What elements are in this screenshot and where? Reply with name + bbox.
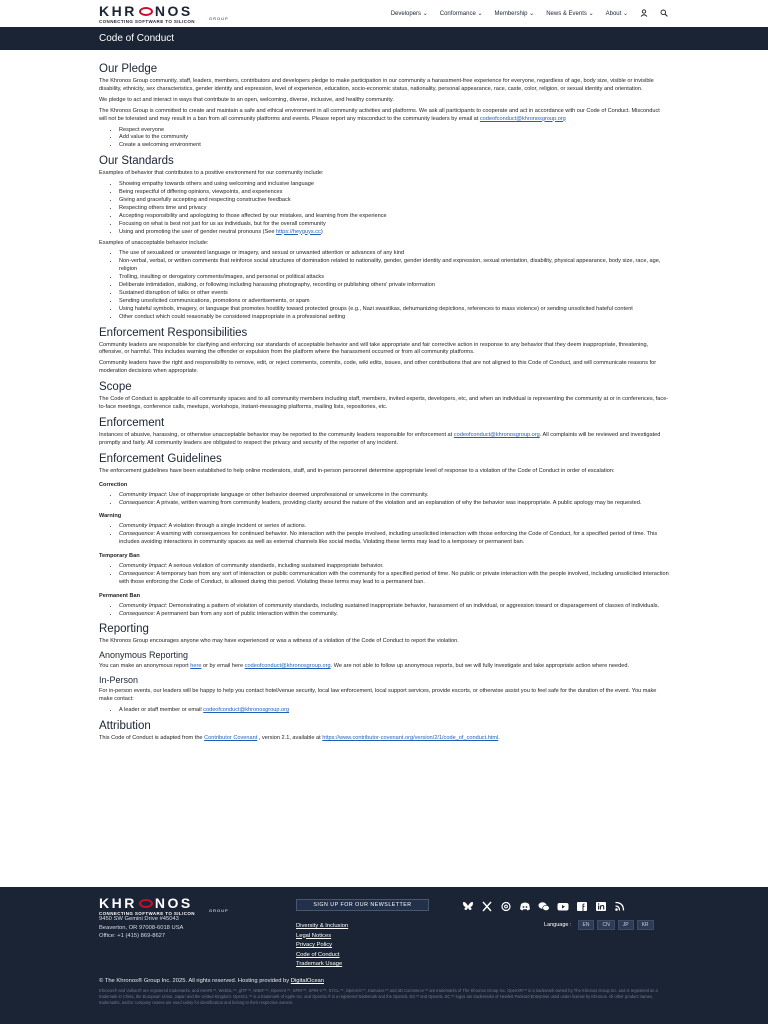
list-item: • Respecting others time and privacy [119,205,669,213]
address-line: 9450 SW Gemini Drive #45043 [99,916,179,922]
heading-attribution: Attribution [99,719,151,732]
footer-khronos-logo[interactable]: KHR NOS GROUP CONNECTING SOFTWARE TO SILICON [99,895,229,916]
contributor-covenant-link[interactable]: Contributor Covenant [204,734,258,741]
list-item: • Sending unsolicited communications, promotions or advertisements, or spam [119,298,669,306]
negative-intro: Examples of unacceptable behavior include: [99,239,209,246]
language-selector [544,920,654,930]
discord-icon[interactable] [519,899,531,910]
guidelines-intro: The enforcement guidelines have been established to help online moderators, staff, and in-person personnel determine appropriate level of response to a violation of the Code of Conduct in order of escalation: [99,467,615,474]
list-item: • A leader or staff member or email codeofconduct@khronosgroup.org [119,707,669,715]
search-icon[interactable] [660,9,668,17]
footer-links [296,922,348,970]
temporary-ban-list [119,563,669,587]
main-content [99,58,669,746]
list-item: • Add value to the community [119,134,669,142]
page-title-bar [0,27,768,50]
list-item: • Giving and gracefully accepting and respecting constructive feedback [119,197,669,205]
nav-conformance[interactable]: Conformance ⌄ [439,10,483,17]
permanent-ban-list [119,603,669,619]
footer-link-trademark[interactable]: Trademark Usage [296,961,343,967]
trademark-notice: Khronos® and Vulkan® are registered trademarks, and ANARI™, WebGL™, glTF™, NNEF™, OpenVX™, SPIR™, SPIR-V™, SYCL™, OpenVG™, Kamaros™ and 3D Commerce™ are trademarks of The Khronos Group Inc. OpenXR™ is a trademark owned by The Khronos Group Inc. and is registered as a trademark in China, the European Union, Japan and the United Kingdom. OpenCL™ is a trademark of Apple Inc. and OpenGL® is a registered trademark and the OpenGL ES™ and OpenGL SC™ logos are trademarks of Hewlett Packard Enterprise used under license by Khronos. All other product names, trademarks, and/or company names are used solely for identification and belong to their respective owners. [99,988,658,1005]
in-person-list [119,707,669,715]
list-item: • Showing empathy towards others and using welcoming and inclusive language [119,181,669,189]
list-item: • Deliberate intimidation, stalking, or following including harassing photography, recording or publishing others' private information [119,282,669,290]
user-icon[interactable] [640,9,648,17]
list-item: • Using and promoting the user of gender neutral pronouns (See https://heyguys.cc) [119,229,669,237]
positive-behavior-list [119,181,669,236]
in-person-email-link[interactable]: codeofconduct@khronosgroup.org [203,707,290,714]
heading-anonymous-reporting: Anonymous Reporting [99,650,189,661]
language-jp-button[interactable]: JP [618,920,634,930]
wechat-icon[interactable] [538,899,550,910]
khronos-logo[interactable]: KHR NOS GROUP CONNECTING SOFTWARE TO SILICON [99,3,229,24]
main-menu [391,9,668,17]
footer-link-diversity[interactable]: Diversity & Inclusion [296,923,349,929]
office-phone: Office: +1 (415) 869-8627 [99,933,166,939]
footer-link-code-of-conduct[interactable]: Code of Conduct [296,951,340,958]
x-twitter-icon[interactable] [481,899,493,910]
list-item: • Respect everyone [119,127,669,135]
threads-icon[interactable] [500,899,512,910]
language-en-button[interactable]: EN [578,920,595,930]
facebook-icon[interactable] [576,899,588,910]
list-item: • Trolling, insulting or derogatory comments/images, and personal or political attacks [119,274,669,282]
linkedin-icon[interactable] [595,899,607,910]
site-footer [0,887,768,1024]
scope-paragraph: The Code of Conduct is applicable to all community spaces and to all community members including staff, members, invited experts, developers, etc, and when an individual is representing the community at or in conferences, face-to-face meetings, conference calls, meetups, workshops, instant-messaging platforms, mailing lists, repositories, etc. [99,396,669,411]
language-label: Language : [544,922,572,928]
pledge-list [119,127,669,151]
anonymous-report-link[interactable]: here [190,663,202,670]
list-item: • The use of sexualized or unwanted language or imagery, and sexual or unwanted attention or advances of any kind [119,250,669,258]
list-item: • Focusing on what is best not just for us as individuals, but for the overall community [119,221,669,229]
pledge-paragraph-3: The Khronos Group is committed to create and maintain a safe and ethical environment in all community activities and platforms. We ask all participants to cooperate and act in accordance with our Code of Conduct. Misconduct will not be tolerated and may result in a ban from all community platforms and events. Please report any misconduct to the community leaders by email at codeofconduct@khronosgroup.org [99,107,660,122]
reporting-paragraph: The Khronos Group encourages anyone who may have experienced or was a witness of a violation of the Code of Conduct to report the violation. [99,638,459,645]
page-title: Code of Conduct [99,33,175,44]
list-item: • Consequence: A temporary ban from any sort of interaction or public communication with the community for a specified period of time. No public or private interaction with the people involved, including unsolicited interaction with those enforcing the Code of Conduct, is allowed during this period. Violating these terms may lead to a permanent ban. [119,571,669,587]
logo-ring-icon [139,899,153,908]
level-permanent-ban: Permanent Ban [99,592,141,599]
heading-scope: Scope [99,381,132,394]
correction-list [119,492,669,508]
list-item: • Create a welcoming environment [119,142,669,150]
social-icons [462,899,626,910]
list-item: • Community Impact: Use of inappropriate language or other behavior deemed unprofessional or unwelcome in the community. [119,492,669,500]
list-item: • Other conduct which could reasonably be considered inappropriate in a professional setting [119,314,669,322]
list-item: • Community Impact: A violation through a single incident or series of actions. [119,523,669,531]
copyright: © The Khronos® Group Inc. 2025. All rights reserved. Hosting provided by DigitalOcean [99,978,324,984]
logo-ring-icon [139,7,153,16]
heading-in-person: In-Person [99,675,139,686]
footer-link-privacy[interactable]: Privacy Policy [296,942,333,948]
logo-tagline: CONNECTING SOFTWARE TO SILICON [99,19,195,24]
enforcement-email-link[interactable]: codeofconduct@khronosgroup.org [453,432,540,438]
list-item: • Consequence: A warning with consequences for continued behavior. No interaction with the people involved, including unsolicited interaction with those enforcing the Code of Conduct, for a specified period of time. This includes avoiding interactions in community spaces as well as external channels like social media. Violating these terms may lead to a temporary or permanent ban. [119,531,669,547]
language-cn-button[interactable]: CN [597,920,614,930]
responsibilities-paragraph-2: Community leaders have the right and responsibility to remove, edit, or reject comments, commits, code, wiki edits, issues, and other contributions that are not aligned to this Code of Conduct, and will communicate reasons for moderation decisions when appropriate. [99,360,657,375]
digitalocean-link[interactable]: DigitalOcean [290,978,324,984]
pledge-email-link[interactable]: codeofconduct@khronosgroup.org [479,115,566,122]
newsletter-signup-button[interactable]: SIGN UP FOR OUR NEWSLETTER [296,899,429,911]
footer-link-legal[interactable]: Legal Notices [296,932,332,939]
list-item: • Accepting responsibility and apologizing to those affected by our mistakes, and learning from the experience [119,213,669,221]
nav-membership[interactable]: Membership ⌄ [494,10,535,17]
youtube-icon[interactable] [557,899,569,910]
rss-icon[interactable] [614,899,626,910]
level-temporary-ban: Temporary Ban [99,553,140,560]
top-navigation-bar [0,0,768,27]
attribution-paragraph: This Code of Conduct is adapted from the Contributor Covenant , version 2.1, available at https://www.contributor-covenant.org/version/2/1/code_of_conduct.html. [99,734,500,741]
level-correction: Correction [99,481,128,488]
list-item: • Community Impact: Demonstrating a pattern of violation of community standards, including sustained inappropriate behavior, harassment of an individual, or aggression toward or disparagement of classes of individuals. [119,603,669,611]
list-item: • Community Impact: A serious violation of community standards, including sustained inappropriate behavior. [119,563,669,571]
language-kr-button[interactable]: KR [637,920,654,930]
heyguys-link[interactable]: https://heyguys.cc [276,228,321,235]
responsibilities-paragraph-1: Community leaders are responsible for clarifying and enforcing our standards of acceptable behavior and will take appropriate and fair corrective action in response to any behavior that they deem inappropriate, threatening, offensive, or harmful. This includes warning the offender or expulsion from the platform where the harassment occurred or from all community platforms. [99,341,649,356]
anonymous-email-link[interactable]: codeofconduct@khronosgroup.org [244,663,331,670]
heading-enforcement-responsibilities: Enforcement Responsibilities [99,326,248,339]
heading-enforcement-guidelines: Enforcement Guidelines [99,452,222,465]
list-item: • Being respectful of differing opinions, viewpoints, and experiences [119,189,669,197]
logo-group-text: GROUP [209,908,229,913]
logo-tagline: CONNECTING SOFTWARE TO SILICON [99,911,195,916]
heading-reporting: Reporting [99,623,149,636]
footer-address [99,915,183,941]
logo-group-text: GROUP [209,16,229,21]
list-item: • Sustained disruption of talks or other events [119,290,669,298]
bluesky-icon[interactable] [462,899,474,910]
pledge-paragraph-1: The Khronos Group community, staff, leaders, members, contributors and developers pledge to make participation in our community a harassment-free experience for everyone, regardless of age, body size, visible or invisible disability, ethnicity, sex characteristics, gender identity and expression, level of experience, education, socio-economic status, nationality, personal appearance, race, caste, color, religion, or sexual identity and orientation. [99,78,654,92]
negative-behavior-list [119,250,669,321]
heading-our-standards: Our Standards [99,155,174,168]
heading-enforcement: Enforcement [99,417,165,429]
level-warning: Warning [99,513,122,520]
enforcement-paragraph: Instances of abusive, harassing, or otherwise unacceptable behavior may be reported to the community leaders responsible for enforcement at codeofconduct@khronosgroup.org. All complaints will be reviewed and investigated promptly and fairly. All community leaders are obligated to respect the privacy and security of the reporter of any incident. [99,432,661,446]
list-item: • Non-verbal, verbal, or written comments that reinforce social structures of domination related to nationality, gender, gender identity and expression, sexual orientation, disability, physical appearance, body size, race, age, religion [119,258,669,274]
positive-intro: Examples of behavior that contributes to a positive environment for our community include: [99,170,324,177]
in-person-paragraph: For in-person events, our leaders will be happy to help you contact hotel/venue security, local law enforcement, local support services, provide escorts, or otherwise assist you to feel safe for the duration of the event. You make make contact: [99,688,657,703]
nav-about[interactable]: About ⌄ [605,10,628,17]
list-item: • Consequence: A permanent ban from any sort of public interaction within the community. [119,611,669,619]
heading-our-pledge: Our Pledge [99,63,158,75]
nav-developers[interactable]: Developers ⌄ [390,10,428,17]
covenant-url-link[interactable]: https://www.contributor-covenant.org/version/2/1/code_of_conduct.html [322,734,499,741]
anonymous-paragraph: You can make an anonymous report here or by email here codeofconduct@khronosgroup.org. We are not able to follow up anonymous reports, but we will fully investigate and take appropriate action where needed. [99,663,629,670]
list-item: • Using hateful symbols, imagery, or language that promotes hostility toward protected groups (e.g., Nazi swastikas, dehumanizing depictions, references to mass violence) or sending unsolicited hateful content [119,306,669,314]
warning-list [119,523,669,547]
address-line: Beaverton, OR 97008-6018 USA [99,924,184,931]
pledge-paragraph-2: We pledge to act and interact in ways that contribute to an open, welcoming, diverse, inclusive, and healthy community. [99,96,394,103]
list-item: • Consequence: A private, written warning from community leaders, providing clarity around the nature of the violation and an explanation of why the behavior was inappropriate. A public apology may be requested. [119,500,669,508]
nav-news-events[interactable]: News & Events ⌄ [546,10,594,17]
